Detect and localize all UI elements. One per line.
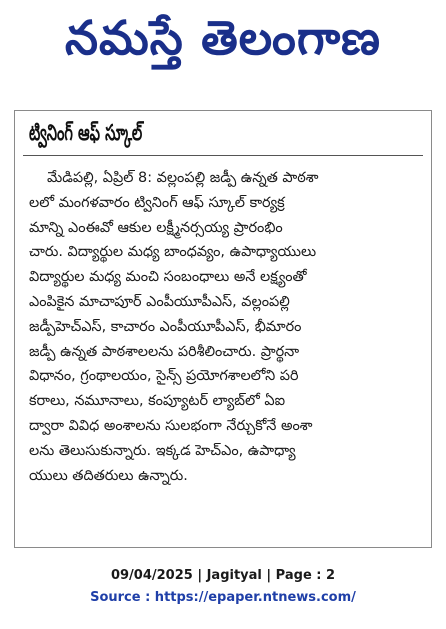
- article-line: విధానం, గ్రంథాలయం, సైన్స్ ప్రయోగశాలలోని పరి: [29, 368, 299, 385]
- article-line: ద్వారా వివిధ అంశాలను సులభంగా నేర్చుకోనే అంశా: [29, 417, 313, 434]
- article-line: లను తెలుసుకున్నారు. ఇక్కడ హెచ్ఎం, ఉపాధ్యా: [29, 442, 296, 459]
- article-line: లలో మంగళవారం ట్వినింగ్ ఆఫ్ స్కూల్ కార్యక్ర: [29, 194, 285, 211]
- article-line: విద్యార్థుల మధ్య మంచి సంబంధాలు అనే లక్ష్యంతో: [29, 269, 307, 286]
- article-line: చారు. విద్యార్థుల మధ్య బాంధవ్యం, ఉపాధ్యాయులు: [29, 244, 317, 261]
- newspaper-logo: నమస్తే తెలంగాణ: [65, 11, 381, 66]
- article-body: [29, 166, 417, 488]
- article-line: యులు తదితరులు ఉన్నారు.: [29, 467, 188, 484]
- article-line: జడ్పీ ఉన్నత పాఠశాలలను పరిశీలించారు. ప్రార్థనా: [29, 343, 300, 360]
- article-line: కరాలు, నమూనాలు, కంప్యూటర్ ల్యాబ్‌లో ఏఐ: [29, 393, 286, 410]
- article-line: ఎంపికైన మాచాపూర్ ఎంపీయూపీఎస్, వల్లంపల్లి: [29, 293, 290, 310]
- source-link[interactable]: Source : https://epaper.ntnews.com/: [90, 590, 356, 605]
- article-line: మేడిపల్లి, ఏప్రిల్ 8: వల్లంపల్లి జడ్పీ ఉన్నత పాఠశా: [47, 170, 319, 186]
- article-clipping: [14, 110, 432, 548]
- article-line: జడ్పీహెచ్ఎస్, కాచారం ఎంపీయూపీఎస్, భీమారం: [29, 318, 302, 335]
- headline-divider: [23, 155, 423, 156]
- article-headline: ట్వినింగ్ ఆఫ్ స్కూల్: [29, 121, 143, 146]
- publication-info: 09/04/2025 | Jagityal | Page : 2: [110, 568, 336, 583]
- masthead: [0, 0, 446, 88]
- article-line: మాన్ని ఎంఈవో ఆకుల లక్ష్మీనర్సయ్య ప్రారంభిం: [29, 219, 283, 236]
